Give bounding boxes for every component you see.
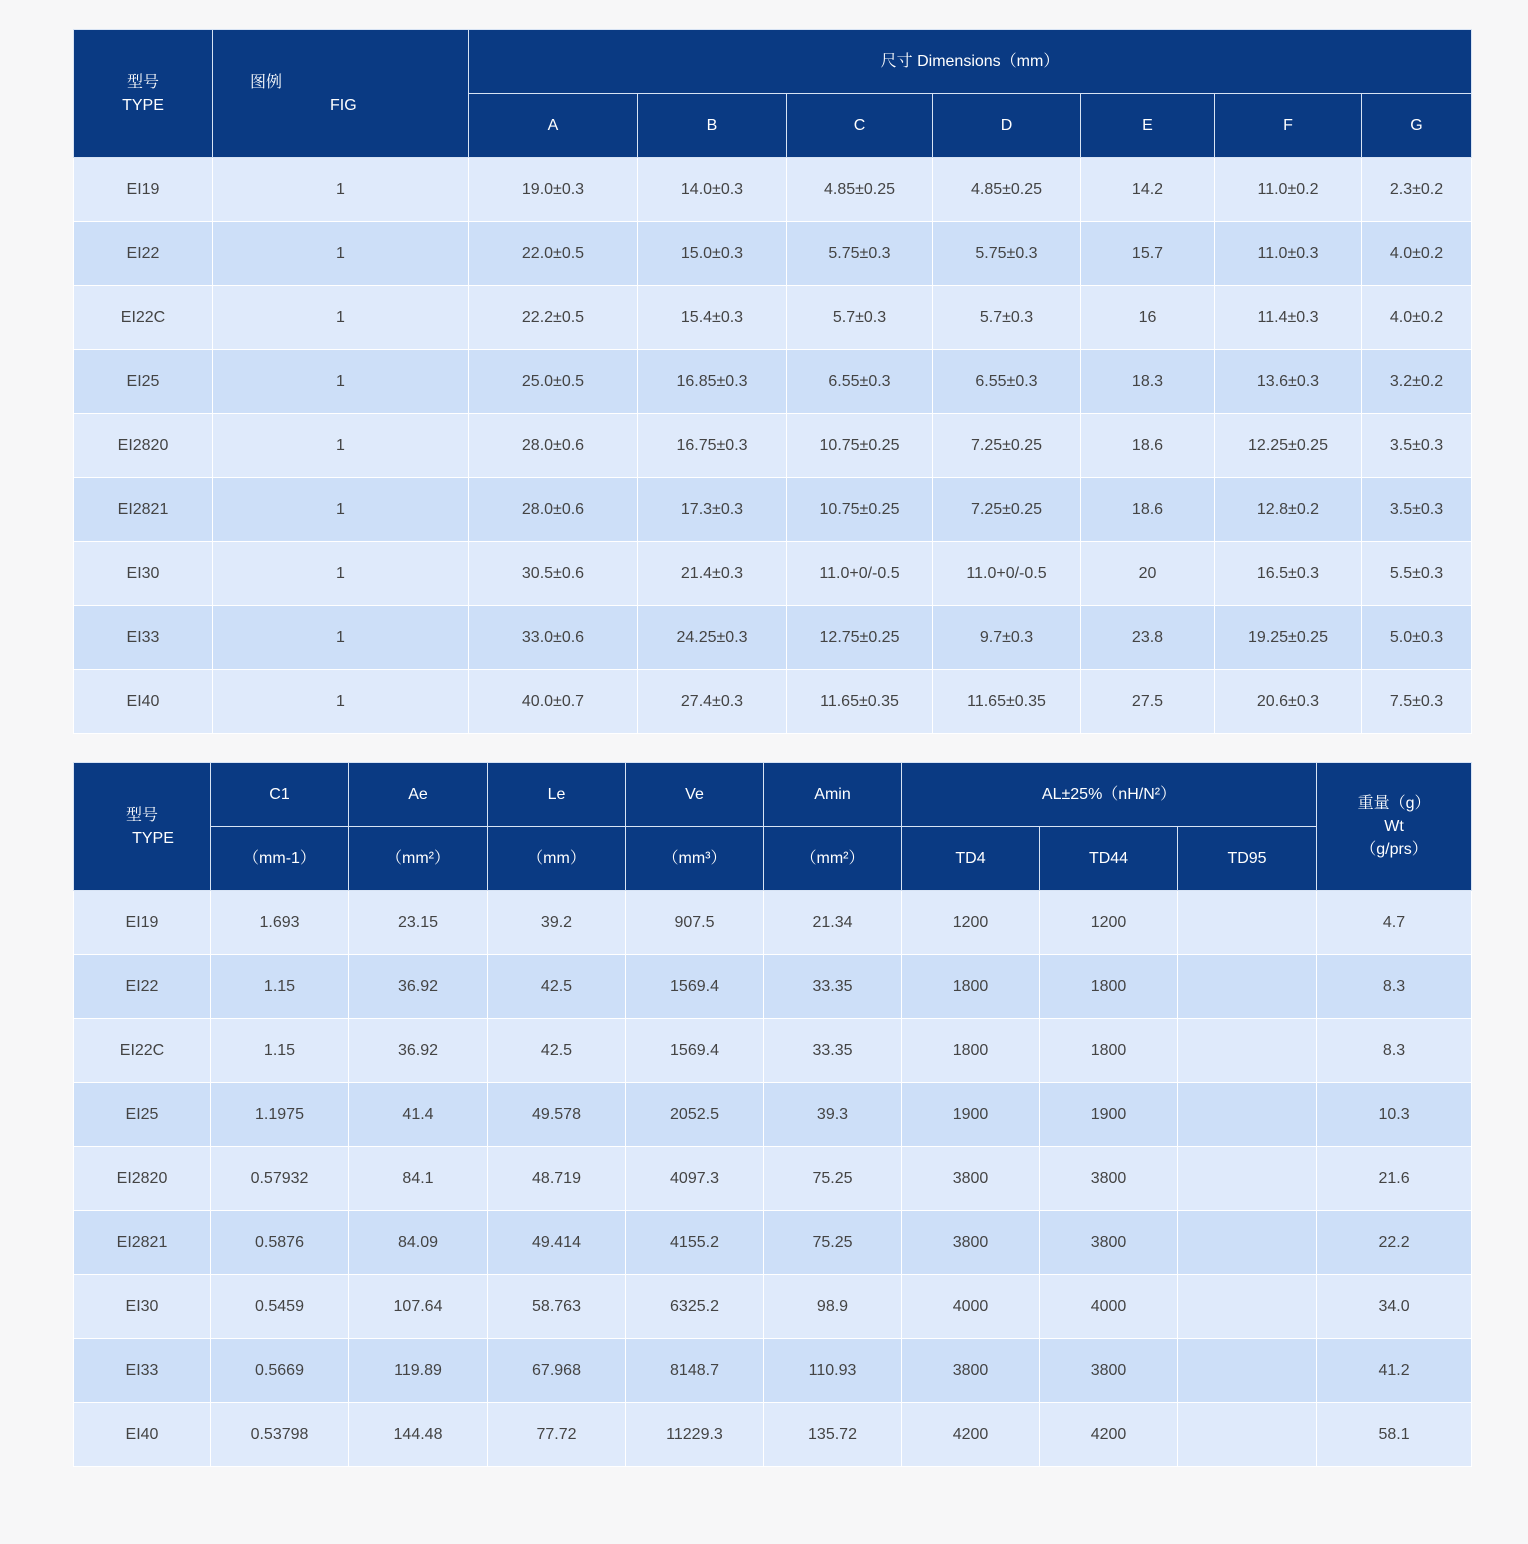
table-cell: 5.5±0.3 xyxy=(1362,542,1472,606)
table-cell: 5.75±0.3 xyxy=(787,222,933,286)
table-cell: 58.1 xyxy=(1317,1403,1472,1467)
table-cell xyxy=(1178,1339,1317,1403)
table-cell: 3800 xyxy=(902,1147,1040,1211)
table-row xyxy=(74,891,1472,955)
table-cell: EI2821 xyxy=(74,478,213,542)
table-cell: EI25 xyxy=(74,350,213,414)
table-cell: 2.3±0.2 xyxy=(1362,158,1472,222)
table-cell: 20 xyxy=(1081,542,1215,606)
table-cell: 5.7±0.3 xyxy=(787,286,933,350)
table-cell: 1.15 xyxy=(211,955,349,1019)
col-d-header: D xyxy=(933,94,1081,158)
table-cell: 1569.4 xyxy=(626,955,764,1019)
table-cell: 10.3 xyxy=(1317,1083,1472,1147)
table-cell: 3800 xyxy=(1040,1147,1178,1211)
table-cell: 8148.7 xyxy=(626,1339,764,1403)
table-cell: 49.578 xyxy=(488,1083,626,1147)
table-cell: 22.2±0.5 xyxy=(469,286,638,350)
weight-header xyxy=(1317,763,1472,891)
c1-header: C1 xyxy=(211,763,349,827)
table-cell: 13.6±0.3 xyxy=(1215,350,1362,414)
table-cell: 0.5876 xyxy=(211,1211,349,1275)
table-cell: 15.7 xyxy=(1081,222,1215,286)
table-cell: 36.92 xyxy=(349,1019,488,1083)
td44-header: TD44 xyxy=(1040,827,1178,891)
table-cell: 12.25±0.25 xyxy=(1215,414,1362,478)
amin-unit-header: （mm²） xyxy=(764,827,902,891)
table-row xyxy=(74,542,1472,606)
table-cell: 4.0±0.2 xyxy=(1362,222,1472,286)
weight-header-cn: 重量（g） xyxy=(1357,795,1431,812)
table-cell: 11.65±0.35 xyxy=(933,670,1081,734)
table-cell: EI22 xyxy=(74,955,211,1019)
table-cell: EI25 xyxy=(74,1083,211,1147)
table-cell: 16 xyxy=(1081,286,1215,350)
table-row xyxy=(74,1275,1472,1339)
table-cell: 4000 xyxy=(902,1275,1040,1339)
table-cell: 4.0±0.2 xyxy=(1362,286,1472,350)
table-cell: 1.1975 xyxy=(211,1083,349,1147)
table-cell: 1800 xyxy=(902,1019,1040,1083)
table-cell: 10.75±0.25 xyxy=(787,478,933,542)
table-cell: EI40 xyxy=(74,670,213,734)
table-cell: EI22C xyxy=(74,1019,211,1083)
table-cell: 6.55±0.3 xyxy=(933,350,1081,414)
type-header xyxy=(74,763,211,891)
table-cell: 6.55±0.3 xyxy=(787,350,933,414)
table-cell: EI22 xyxy=(74,222,213,286)
table-cell: EI33 xyxy=(74,606,213,670)
table-cell: 4000 xyxy=(1040,1275,1178,1339)
col-g-header: G xyxy=(1362,94,1472,158)
table-cell: 84.1 xyxy=(349,1147,488,1211)
table-cell: 33.0±0.6 xyxy=(469,606,638,670)
le-header: Le xyxy=(488,763,626,827)
table-cell: 25.0±0.5 xyxy=(469,350,638,414)
table-row xyxy=(74,1147,1472,1211)
table-cell: 8.3 xyxy=(1317,1019,1472,1083)
table-cell: 22.0±0.5 xyxy=(469,222,638,286)
table-cell: 110.93 xyxy=(764,1339,902,1403)
table-cell: 9.7±0.3 xyxy=(933,606,1081,670)
properties-table xyxy=(73,762,1472,1467)
table-cell: 3800 xyxy=(1040,1339,1178,1403)
table-row xyxy=(74,1019,1472,1083)
table-cell: 41.4 xyxy=(349,1083,488,1147)
table-cell: 107.64 xyxy=(349,1275,488,1339)
table-cell: 11.4±0.3 xyxy=(1215,286,1362,350)
table-cell: 7.25±0.25 xyxy=(933,478,1081,542)
table-cell: 18.3 xyxy=(1081,350,1215,414)
table-cell: 11229.3 xyxy=(626,1403,764,1467)
table-cell: EI30 xyxy=(74,542,213,606)
table-cell: EI19 xyxy=(74,158,213,222)
table-cell: 3800 xyxy=(902,1211,1040,1275)
table-cell xyxy=(1178,1019,1317,1083)
table-cell: 10.75±0.25 xyxy=(787,414,933,478)
table-cell: 907.5 xyxy=(626,891,764,955)
type-header-cn: 型号 xyxy=(125,806,158,824)
table-cell: 22.2 xyxy=(1317,1211,1472,1275)
table-cell: 11.0+0/-0.5 xyxy=(787,542,933,606)
ae-unit-header: （mm²） xyxy=(349,827,488,891)
weight-header-en: Wt xyxy=(1384,818,1404,835)
table-cell: 5.7±0.3 xyxy=(933,286,1081,350)
table-cell: 135.72 xyxy=(764,1403,902,1467)
table-cell: 39.3 xyxy=(764,1083,902,1147)
ve-header: Ve xyxy=(626,763,764,827)
table-cell: 1 xyxy=(213,670,469,734)
col-c-header: C xyxy=(787,94,933,158)
table-cell: 12.75±0.25 xyxy=(787,606,933,670)
weight-header-unit: （g/prs） xyxy=(1360,841,1428,858)
table-cell: EI33 xyxy=(74,1339,211,1403)
table-cell: 1800 xyxy=(1040,1019,1178,1083)
table-cell: 1 xyxy=(213,478,469,542)
table-cell: 1900 xyxy=(902,1083,1040,1147)
table-cell: 1 xyxy=(213,606,469,670)
table-cell: 11.0±0.3 xyxy=(1215,222,1362,286)
table-row xyxy=(74,478,1472,542)
table-cell: 14.2 xyxy=(1081,158,1215,222)
table-cell: 11.65±0.35 xyxy=(787,670,933,734)
table-cell: 77.72 xyxy=(488,1403,626,1467)
table-row xyxy=(74,158,1472,222)
table-cell: 16.5±0.3 xyxy=(1215,542,1362,606)
table-cell: 3800 xyxy=(1040,1211,1178,1275)
table-cell: 1 xyxy=(213,286,469,350)
table-cell: 28.0±0.6 xyxy=(469,414,638,478)
table-cell: 4200 xyxy=(1040,1403,1178,1467)
table-cell: 1900 xyxy=(1040,1083,1178,1147)
table-cell: 1 xyxy=(213,222,469,286)
table-cell: 21.6 xyxy=(1317,1147,1472,1211)
table-cell: 12.8±0.2 xyxy=(1215,478,1362,542)
table-cell: 3.2±0.2 xyxy=(1362,350,1472,414)
table-cell: 144.48 xyxy=(349,1403,488,1467)
table-cell: 4.85±0.25 xyxy=(787,158,933,222)
table-cell: EI30 xyxy=(74,1275,211,1339)
table-cell xyxy=(1178,1147,1317,1211)
c1-unit-header: （mm-1） xyxy=(211,827,349,891)
table-cell: 0.5459 xyxy=(211,1275,349,1339)
table-cell: EI22C xyxy=(74,286,213,350)
table-cell: 33.35 xyxy=(764,1019,902,1083)
table-cell: 48.719 xyxy=(488,1147,626,1211)
fig-header xyxy=(213,30,469,158)
table-cell: 14.0±0.3 xyxy=(638,158,787,222)
table-cell xyxy=(1178,1211,1317,1275)
dimensions-table-body xyxy=(74,158,1472,734)
table-row xyxy=(74,955,1472,1019)
table-cell: 8.3 xyxy=(1317,955,1472,1019)
table-cell: 58.763 xyxy=(488,1275,626,1339)
table-row xyxy=(74,414,1472,478)
table-row xyxy=(74,670,1472,734)
table-cell: 19.25±0.25 xyxy=(1215,606,1362,670)
table-cell: 75.25 xyxy=(764,1147,902,1211)
table-cell: 1200 xyxy=(1040,891,1178,955)
table-cell: EI2821 xyxy=(74,1211,211,1275)
table-cell: 6325.2 xyxy=(626,1275,764,1339)
table-cell: 67.968 xyxy=(488,1339,626,1403)
table-cell: 24.25±0.3 xyxy=(638,606,787,670)
table-cell: EI2820 xyxy=(74,414,213,478)
table-cell: 23.15 xyxy=(349,891,488,955)
table-row xyxy=(74,606,1472,670)
table-cell: 1800 xyxy=(902,955,1040,1019)
table-cell: 1 xyxy=(213,350,469,414)
table-cell: 18.6 xyxy=(1081,478,1215,542)
table-cell: 28.0±0.6 xyxy=(469,478,638,542)
table-cell: 0.57932 xyxy=(211,1147,349,1211)
properties-table-header xyxy=(74,763,1472,891)
table-cell: 1.15 xyxy=(211,1019,349,1083)
table-cell: 34.0 xyxy=(1317,1275,1472,1339)
table-cell: 2052.5 xyxy=(626,1083,764,1147)
table-cell: 42.5 xyxy=(488,955,626,1019)
table-row xyxy=(74,1083,1472,1147)
col-e-header: E xyxy=(1081,94,1215,158)
le-unit-header: （mm） xyxy=(488,827,626,891)
fig-header-cn: 图例 xyxy=(250,73,283,91)
table-cell: 1800 xyxy=(1040,955,1178,1019)
table-cell: 19.0±0.3 xyxy=(469,158,638,222)
table-cell: 11.0+0/-0.5 xyxy=(933,542,1081,606)
al-group-header: AL±25%（nH/N²） xyxy=(902,763,1317,827)
table-cell: 42.5 xyxy=(488,1019,626,1083)
table-row xyxy=(74,286,1472,350)
fig-header-en: FIG xyxy=(330,96,357,114)
table-cell: 98.9 xyxy=(764,1275,902,1339)
type-header xyxy=(74,30,213,158)
dimensions-table-header xyxy=(74,30,1472,158)
table-cell: 4.7 xyxy=(1317,891,1472,955)
table-cell: 75.25 xyxy=(764,1211,902,1275)
table-cell: 41.2 xyxy=(1317,1339,1472,1403)
table-cell: EI19 xyxy=(74,891,211,955)
table-cell: 0.5669 xyxy=(211,1339,349,1403)
type-header-cn: 型号 xyxy=(126,73,159,91)
col-f-header: F xyxy=(1215,94,1362,158)
table-cell: 27.4±0.3 xyxy=(638,670,787,734)
table-cell: 16.85±0.3 xyxy=(638,350,787,414)
table-cell: 1200 xyxy=(902,891,1040,955)
table-cell: 0.53798 xyxy=(211,1403,349,1467)
table-cell: 119.89 xyxy=(349,1339,488,1403)
table-cell xyxy=(1178,1403,1317,1467)
table-cell: 33.35 xyxy=(764,955,902,1019)
table-cell: 30.5±0.6 xyxy=(469,542,638,606)
table-cell: 17.3±0.3 xyxy=(638,478,787,542)
table-cell: 20.6±0.3 xyxy=(1215,670,1362,734)
table-cell: EI2820 xyxy=(74,1147,211,1211)
table-row xyxy=(74,350,1472,414)
table-cell: 1.693 xyxy=(211,891,349,955)
type-header-en: TYPE xyxy=(132,829,174,847)
table-cell: 4155.2 xyxy=(626,1211,764,1275)
table-cell: 23.8 xyxy=(1081,606,1215,670)
type-header-en: TYPE xyxy=(122,96,164,114)
col-a-header: A xyxy=(469,94,638,158)
table-cell xyxy=(1178,1275,1317,1339)
table-cell xyxy=(1178,891,1317,955)
table-cell: 27.5 xyxy=(1081,670,1215,734)
table-cell: 40.0±0.7 xyxy=(469,670,638,734)
table-row xyxy=(74,1211,1472,1275)
amin-header: Amin xyxy=(764,763,902,827)
table-cell: 84.09 xyxy=(349,1211,488,1275)
table-cell: 3.5±0.3 xyxy=(1362,414,1472,478)
table-cell: 16.75±0.3 xyxy=(638,414,787,478)
table-cell xyxy=(1178,1083,1317,1147)
dimensions-group-header: 尺寸 Dimensions（mm） xyxy=(469,30,1472,94)
table-cell: EI40 xyxy=(74,1403,211,1467)
table-cell: 18.6 xyxy=(1081,414,1215,478)
table-cell: 1 xyxy=(213,414,469,478)
table-cell: 21.4±0.3 xyxy=(638,542,787,606)
table-row xyxy=(74,1403,1472,1467)
table-cell: 15.0±0.3 xyxy=(638,222,787,286)
table-cell: 36.92 xyxy=(349,955,488,1019)
td95-header: TD95 xyxy=(1178,827,1317,891)
table-cell: 21.34 xyxy=(764,891,902,955)
table-cell: 3.5±0.3 xyxy=(1362,478,1472,542)
table-row xyxy=(74,1339,1472,1403)
col-b-header: B xyxy=(638,94,787,158)
table-row xyxy=(74,222,1472,286)
table-cell: 39.2 xyxy=(488,891,626,955)
table-cell: 4200 xyxy=(902,1403,1040,1467)
table-cell: 4.85±0.25 xyxy=(933,158,1081,222)
dimensions-table xyxy=(73,29,1472,734)
table-cell: 1 xyxy=(213,158,469,222)
table-cell: 3800 xyxy=(902,1339,1040,1403)
table-cell: 7.25±0.25 xyxy=(933,414,1081,478)
table-cell: 1 xyxy=(213,542,469,606)
table-cell: 49.414 xyxy=(488,1211,626,1275)
table-cell: 11.0±0.2 xyxy=(1215,158,1362,222)
table-cell: 5.0±0.3 xyxy=(1362,606,1472,670)
ae-header: Ae xyxy=(349,763,488,827)
td4-header: TD4 xyxy=(902,827,1040,891)
ve-unit-header: （mm³） xyxy=(626,827,764,891)
table-cell: 1569.4 xyxy=(626,1019,764,1083)
table-cell xyxy=(1178,955,1317,1019)
table-cell: 5.75±0.3 xyxy=(933,222,1081,286)
table-cell: 7.5±0.3 xyxy=(1362,670,1472,734)
table-cell: 15.4±0.3 xyxy=(638,286,787,350)
table-cell: 4097.3 xyxy=(626,1147,764,1211)
properties-table-body xyxy=(74,891,1472,1467)
